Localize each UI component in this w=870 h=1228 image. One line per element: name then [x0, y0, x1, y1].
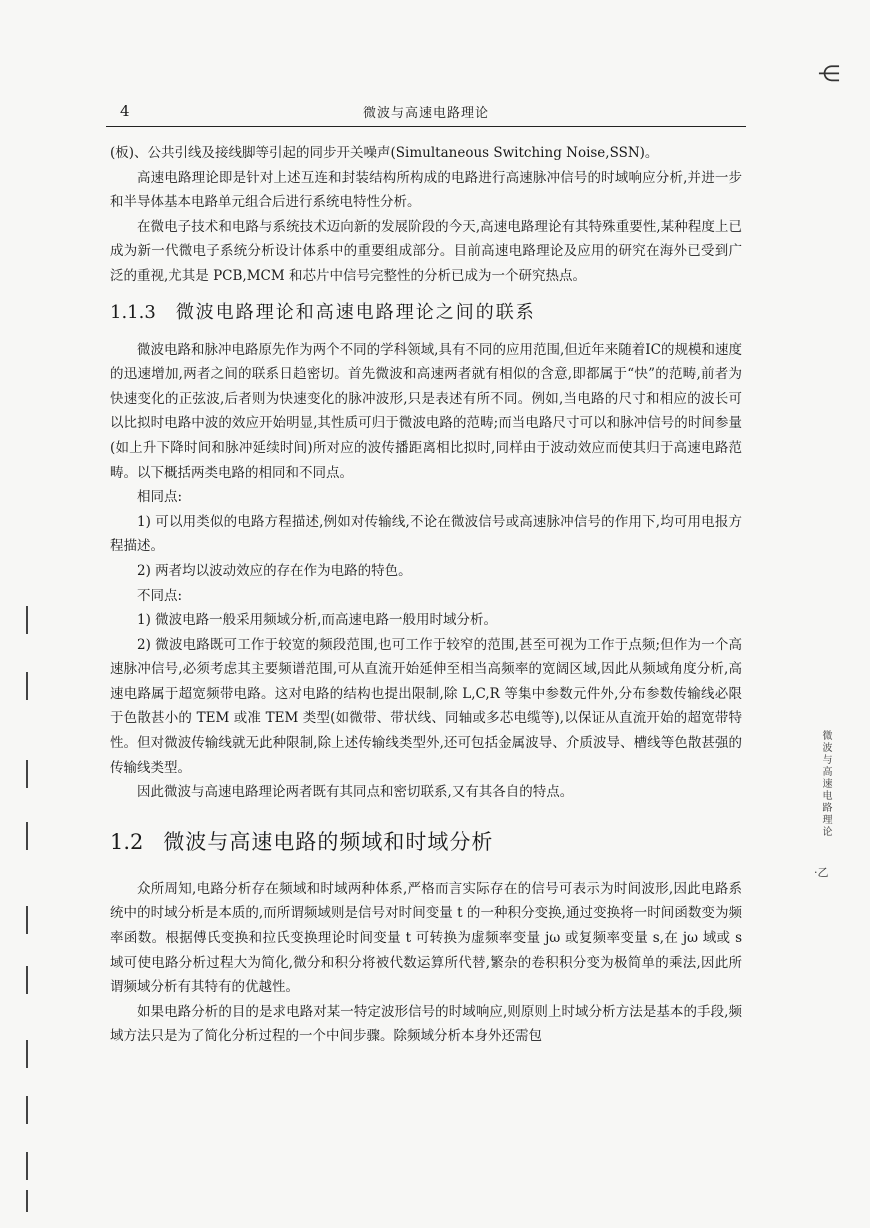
paragraph: 高速电路理论即是针对上述互连和封装结构所构成的电路进行高速脉冲信号的时域响应分析,并进一步和半导体基本电路单元组合后进行系统电特性分析。: [110, 169, 742, 211]
page-number: 4: [120, 102, 130, 120]
binding-mark: [26, 1040, 28, 1068]
section-title: 微波电路理论和高速电路理论之间的联系: [175, 301, 536, 323]
binding-mark: [26, 906, 28, 934]
paragraph: 相同点:: [137, 489, 183, 506]
margin-side-mark: ·乙: [814, 866, 829, 879]
paragraph: 不同点:: [137, 587, 183, 604]
binding-mark: [26, 966, 28, 994]
paragraph: 1) 微波电路一般采用频域分析,而高速电路一般用时域分析。: [137, 612, 497, 629]
paragraph: 因此微波与高速电路理论两者既有其同点和密切联系,又有其各自的特点。: [137, 784, 574, 801]
binding-mark: [26, 1190, 28, 1212]
section-number: 1.2: [110, 829, 144, 854]
binding-mark: [26, 606, 28, 634]
binding-mark: [26, 1096, 28, 1124]
binding-mark: [26, 1152, 28, 1180]
paragraph: 2) 微波电路既可工作于较宽的频段范围,也可工作于较窄的范围,甚至可视为工作于点频;但作为一个高速脉冲信号,必须考虑其主要频谱范围,可从直流开始延伸至相当高频率的宽阔区域,因此从频域角度分析,高速电路属于超宽频带电路。这对电路的结构也提出限制,除 L,C,R 等集中参数元件外,分布参数传输线必限于色散甚小的 TEM 或准 TEM 类型(如微带、带状线、同轴或多芯电缆等),以保证从直流开始的超宽带特性。但对微波传输线就无此种限制,除上述传输线类型外,还可包括金属波导、介质波导、槽线等色散甚强的传输线类型。: [110, 636, 742, 776]
paragraph: 1) 可以用类似的电路方程描述,例如对传输线,不论在微波信号或高速脉冲信号的作用下,均可用电报方程描述。: [110, 513, 742, 555]
running-title: 微波与高速电路理论: [362, 106, 489, 121]
margin-side-note: 微波与高速电路理论: [820, 730, 831, 838]
binding-mark: [26, 672, 28, 700]
page-header: [106, 100, 746, 124]
paragraph: 2) 两者均以波动效应的存在作为电路的特色。: [137, 562, 412, 579]
section-title: 微波与高速电路的频域和时域分析: [163, 829, 494, 854]
binding-mark: [26, 760, 28, 788]
binding-mark: [26, 822, 28, 850]
section-number: 1.1.3: [110, 301, 156, 323]
paragraph: (板)、公共引线及接线脚等引起的同步开关噪声(Simultaneous Switching Noise,SSN)。: [110, 145, 659, 161]
header-rule: [106, 126, 746, 127]
body-text: [110, 141, 742, 1049]
paragraph: 众所周知,电路分析存在频域和时域两种体系,严格而言实际存在的信号可表示为时间波形,因此电路系统中的时域分析是本质的,而所谓频域则是信号对时间变量 t 的一种积分变换,通过变换将一时间函数变为频率函数。根据傅氏变换和拉氏变换理论时间变量 t 可转换为虚频率变量 jω 或复频率变量 s,在 jω 域或 s 域可使电路分析过程大为简化,微分和积分将被代数运算所代替,繁杂的卷积积分变为极简单的乘法,因此所谓频域分析有其特有的优越性。: [110, 880, 742, 996]
section-heading-1-1-3: [110, 300, 742, 326]
paragraph: 在微电子技术和电路与系统技术迈向新的发展阶段的今天,高速电路理论有其特殊重要性,某种程度上已成为新一代微电子系统分析设计体系中的重要组成部分。目前高速电路理论及应用的研究在海外已受到广泛的重视,尤其是 PCB,MCM 和芯片中信号完整性的分析已成为一个研究热点。: [110, 218, 742, 284]
corner-mark: ⋲: [818, 62, 840, 87]
paragraph: 微波电路和脉冲电路原先作为两个不同的学科领域,具有不同的应用范围,但近年来随着IC的规模和速度的迅速增加,两者之间的联系日趋密切。首先微波和高速两者就有相似的含意,即都属于“快”的范畴,前者为快速变化的正弦波,后者则为快速变化的脉冲波形,只是表述有所不同。例如,当电路的尺寸和相应的波长可以比拟时电路中波的效应开始明显,其性质可归于微波电路的范畴;而当电路尺寸可以和脉冲信号的时间参量(如上升下降时间和脉冲延续时间)所对应的波传播距离相比拟时,同样由于波动效应而使其归于高速电路范畴。以下概括两类电路的相同和不同点。: [110, 341, 742, 481]
paragraph: 如果电路分析的目的是求电路对某一特定波形信号的时域响应,则原则上时域分析方法是基本的手段,频域方法只是为了简化分析过程的一个中间步骤。除频域分析本身外还需包: [110, 1003, 742, 1045]
section-heading-1-2: [110, 827, 742, 857]
